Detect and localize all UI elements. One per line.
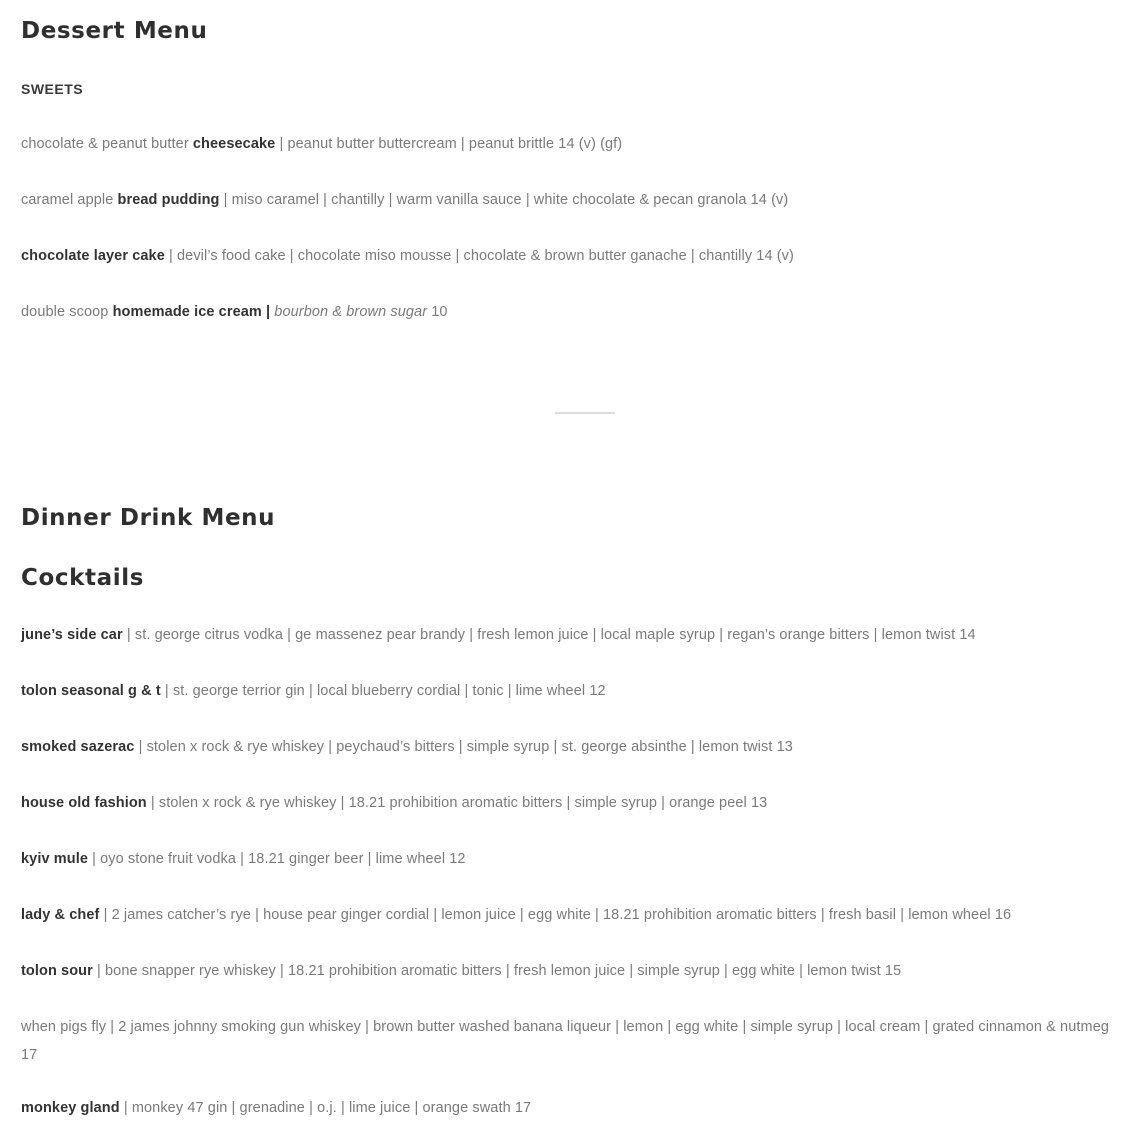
item-description: | stolen x rock & rye whiskey | 18.21 prohibition aromatic bitters | simple syrup | orange peel 13 — [146, 795, 768, 811]
cocktail-item — [21, 677, 1116, 705]
item-description: | oyo stone fruit vodka | 18.21 ginger beer | lime wheel 12 — [88, 851, 466, 867]
drink-menu-title: Dinner Drink Menu — [21, 505, 276, 531]
dessert-item-cheesecake — [21, 130, 1116, 158]
item-description: | miso caramel | chantilly | warm vanilla sauce | white chocolate & pecan granola 14 (v) — [219, 192, 789, 208]
item-description: | st. george citrus vodka | ge massenez pear brandy | fresh lemon juice | local maple syrup | regan’s orange bitters | lemon twist 14 — [122, 627, 976, 643]
section-divider — [555, 412, 615, 414]
item-name: tolon seasonal g & t — [21, 683, 161, 699]
dessert-item-ice-cream — [21, 298, 1116, 326]
item-description: | 2 james catcher’s rye | house pear ginger cordial | lemon juice | egg white | 18.21 prohibition aromatic bitters | fresh basil | lemon wheel 16 — [99, 907, 1012, 923]
dessert-menu-title: Dessert Menu — [21, 18, 208, 44]
cocktail-item — [21, 621, 1116, 649]
cocktail-item — [21, 957, 1116, 985]
item-name: smoked sazerac — [21, 739, 135, 755]
item-prefix: double scoop — [21, 304, 113, 320]
item-description: | monkey 47 gin | grenadine | o.j. | lime juice | orange swath 17 — [119, 1100, 532, 1116]
cocktail-item — [21, 1013, 1116, 1069]
item-name: monkey gland — [21, 1100, 120, 1116]
item-description: 10 — [427, 304, 448, 320]
cocktail-item — [21, 901, 1116, 929]
item-name: chocolate layer cake — [21, 248, 165, 264]
item-description: | st. george terrior gin | local blueberry cordial | tonic | lime wheel 12 — [160, 683, 606, 699]
item-description: | stolen x rock & rye whiskey | peychaud’s bitters | simple syrup | st. george absinthe | lemon twist 13 — [134, 739, 793, 755]
item-description: when pigs fly | 2 james johnny smoking gun whiskey | brown butter washed banana liqueur | lemon | egg white | simple syrup | local cream | grated cinnamon & nutmeg 17 — [21, 1019, 1110, 1063]
item-description: | peanut butter buttercream | peanut brittle 14 (v) (gf) — [275, 136, 623, 152]
item-description: | bone snapper rye whiskey | 18.21 prohibition aromatic bitters | fresh lemon juice | simple syrup | egg white | lemon twist 15 — [92, 963, 902, 979]
cocktail-item — [21, 789, 1116, 817]
item-name: homemade ice cream | — [112, 304, 271, 320]
cocktail-item — [21, 733, 1116, 761]
item-name: lady & chef — [21, 907, 100, 923]
item-name: tolon sour — [21, 963, 93, 979]
cocktail-item — [21, 845, 1116, 873]
item-flavor: bourbon & brown sugar — [270, 304, 428, 320]
item-name: kyiv mule — [21, 851, 88, 867]
item-name: house old fashion — [21, 795, 147, 811]
dessert-item-bread-pudding — [21, 186, 1116, 214]
item-name: bread pudding — [117, 192, 220, 208]
item-prefix: chocolate & peanut butter — [21, 136, 193, 152]
cocktail-item — [21, 1094, 1116, 1122]
item-name: june’s side car — [21, 627, 123, 643]
dessert-item-layer-cake — [21, 242, 1116, 270]
cocktails-section-title: Cocktails — [21, 565, 144, 591]
item-description: | devil’s food cake | chocolate miso mousse | chocolate & brown butter ganache | chantilly 14 (v) — [164, 248, 794, 264]
item-prefix: caramel apple — [21, 192, 118, 208]
item-name: cheesecake — [192, 136, 276, 152]
sweets-section-title: SWEETS — [21, 81, 84, 97]
